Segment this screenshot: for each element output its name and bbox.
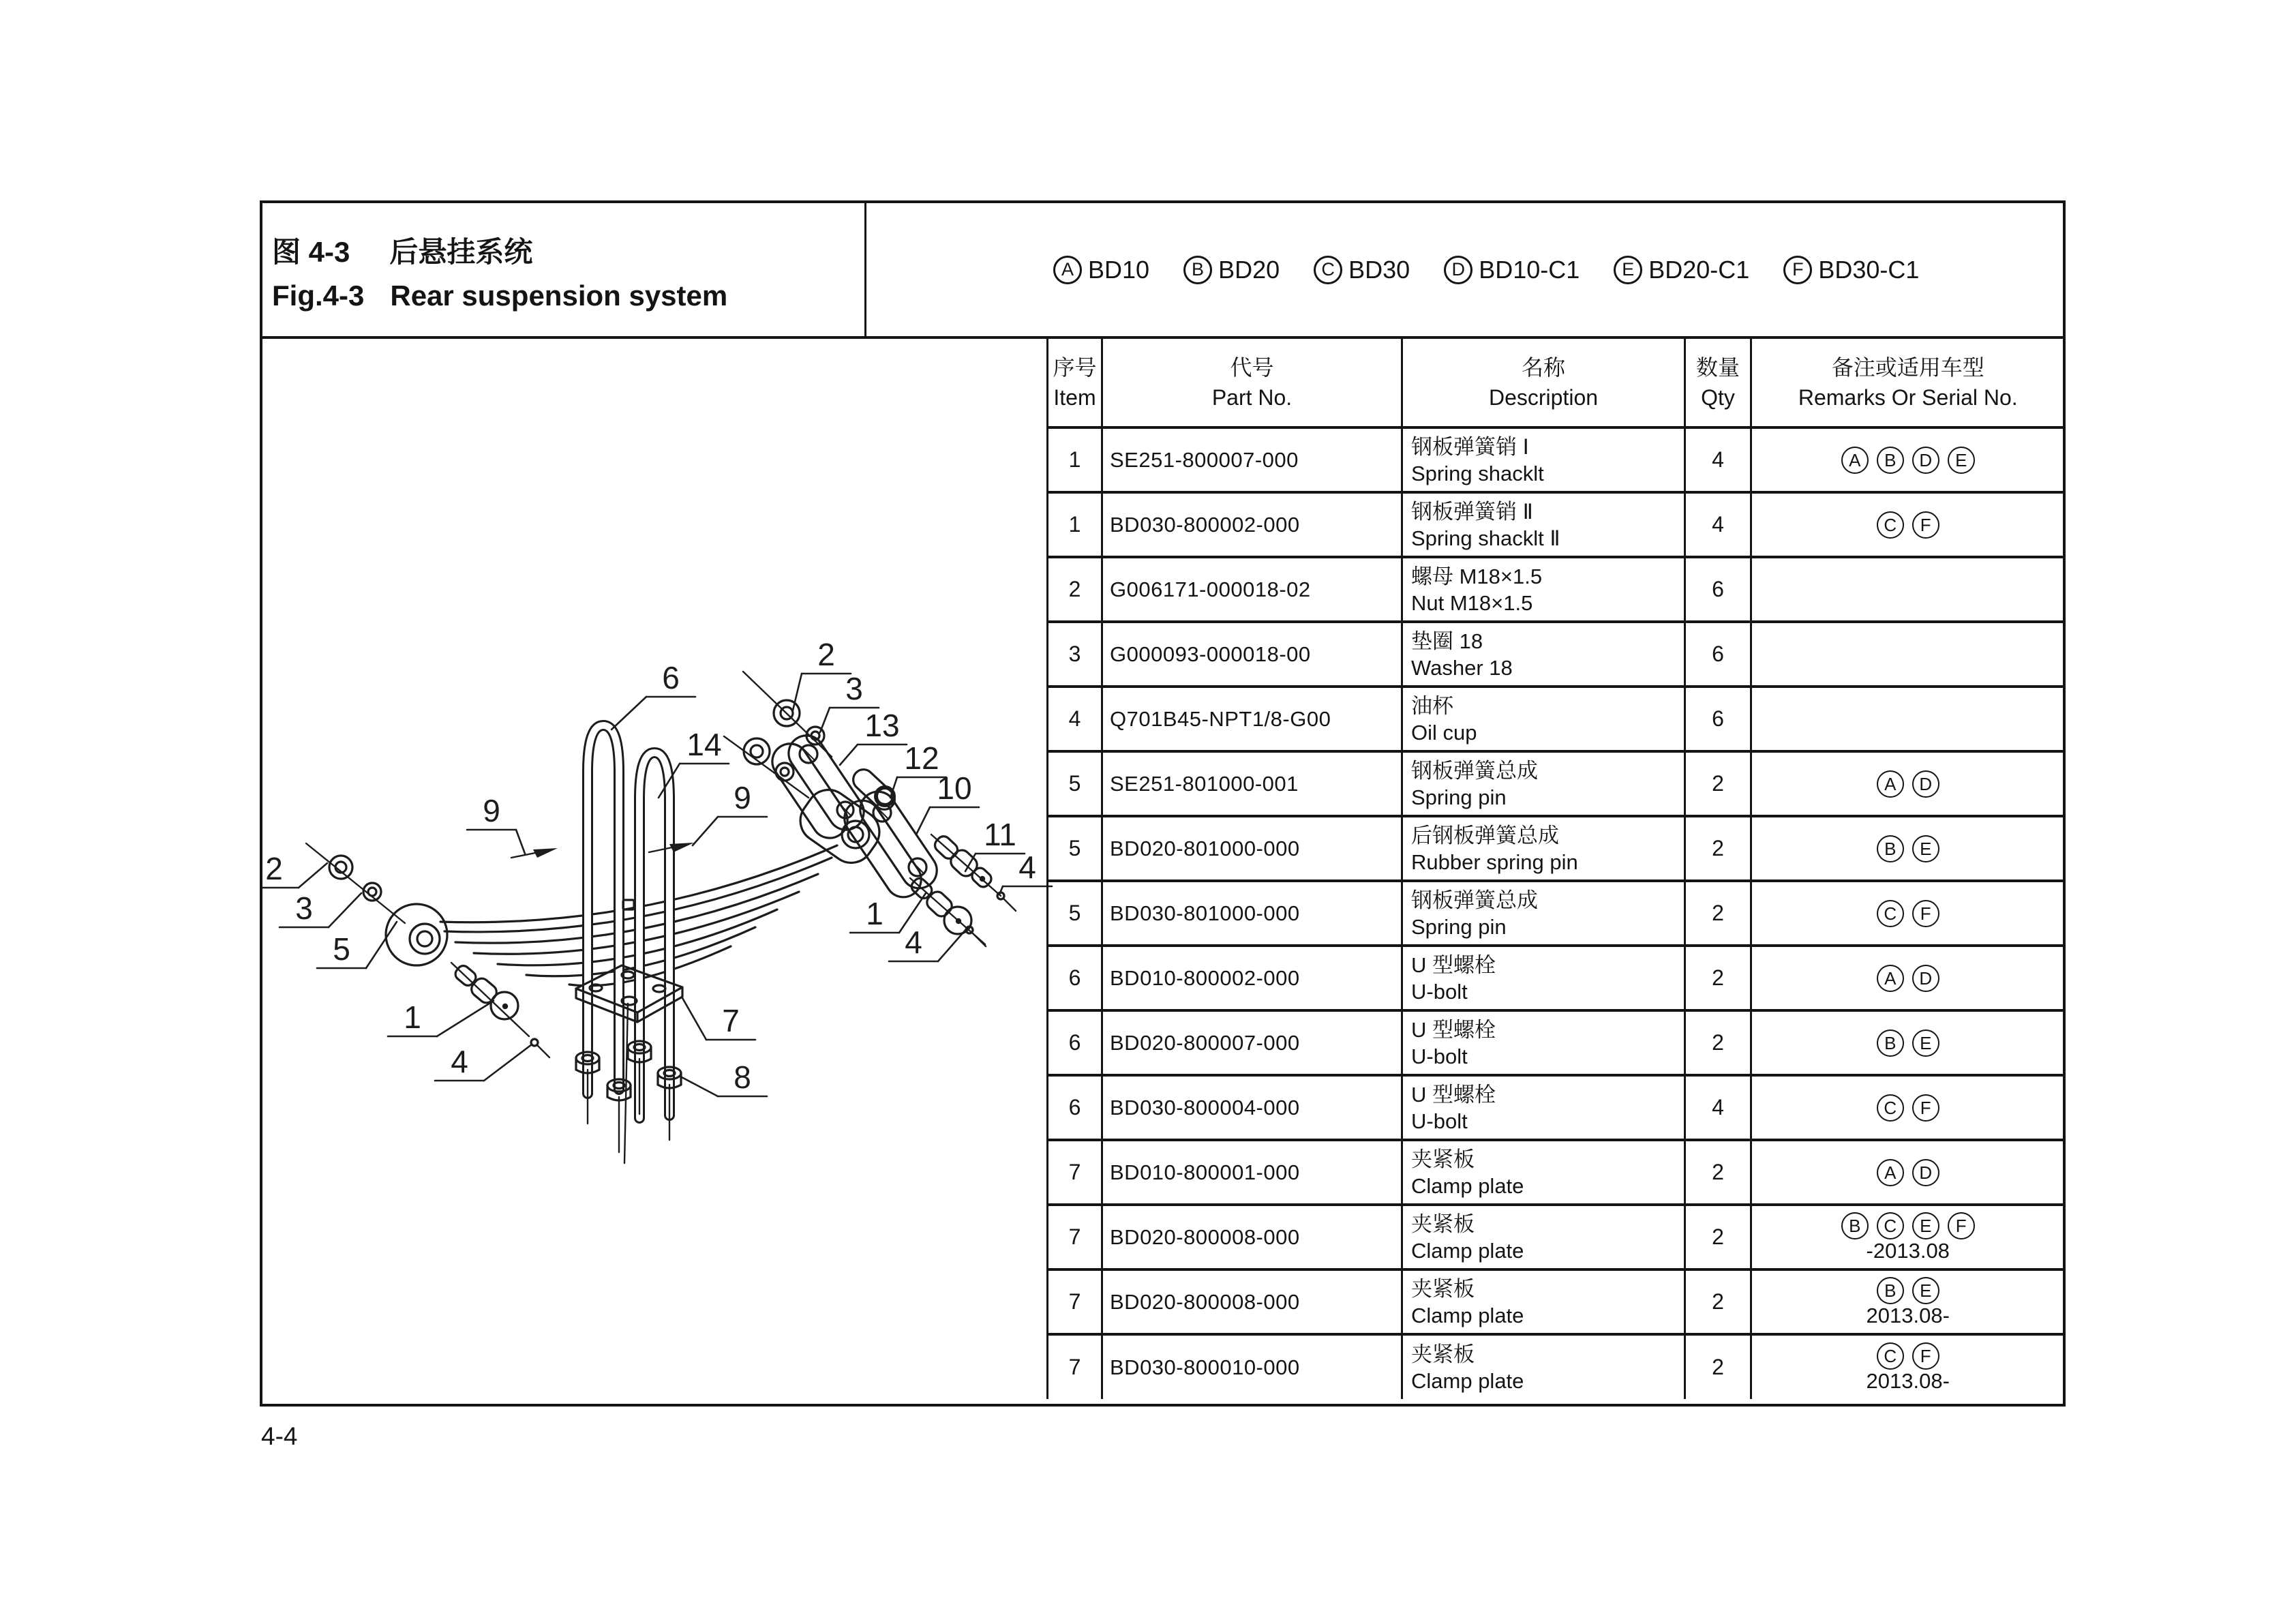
figure-name-cn: 后悬挂系统 <box>389 236 533 268</box>
model-code-badge: F <box>1948 1212 1975 1239</box>
cell-part-no: BD030-801000-000 <box>1102 881 1402 946</box>
table-row <box>1048 751 2064 816</box>
callout-label-2: 2 <box>265 851 283 886</box>
table-row <box>1048 492 2064 557</box>
legend-item <box>1053 256 1149 284</box>
cell-item: 5 <box>1048 751 1102 816</box>
cell-description: 钢板弹簧销 Ⅱ Spring shacklt Ⅱ <box>1402 492 1685 557</box>
model-label: BD10 <box>1088 255 1150 284</box>
model-code-badge: C <box>1877 900 1904 927</box>
cell-item: 6 <box>1048 946 1102 1010</box>
cell-description: 夹紧板 Clamp plate <box>1402 1205 1685 1269</box>
cell-item: 2 <box>1048 557 1102 622</box>
cell-description: 钢板弹簧总成 Spring pin <box>1402 881 1685 946</box>
callout-label-11: 11 <box>984 817 1016 852</box>
cell-qty: 6 <box>1685 622 1751 687</box>
page-frame <box>260 200 2066 1407</box>
callout-label-6: 6 <box>662 660 680 695</box>
model-code-badge: D <box>1912 965 1939 992</box>
table-header-row <box>1048 339 2064 427</box>
cell-part-no: BD020-801000-000 <box>1102 816 1402 881</box>
cell-qty: 4 <box>1685 1075 1751 1140</box>
model-code-badge: C <box>1877 511 1904 539</box>
model-code-badge: C <box>1877 1212 1904 1239</box>
cell-qty: 2 <box>1685 1334 1751 1399</box>
cell-qty: 6 <box>1685 687 1751 751</box>
model-code-badge: F <box>1912 900 1939 927</box>
model-code-badge: F <box>1783 256 1812 284</box>
model-code-badge: A <box>1841 447 1869 474</box>
callout-label-3: 3 <box>845 671 863 706</box>
cell-part-no: SE251-801000-001 <box>1102 751 1402 816</box>
cell-description: 钢板弹簧销 Ⅰ Spring shacklt <box>1402 427 1685 492</box>
lock-nut-left <box>329 856 352 879</box>
table-row <box>1048 946 2064 1010</box>
cell-remarks <box>1751 557 2064 622</box>
callout-label-4: 4 <box>905 924 922 960</box>
cell-description: 螺母 M18×1.5 Nut M18×1.5 <box>1402 557 1685 622</box>
legend-item <box>1444 256 1580 284</box>
model-label: BD20-C1 <box>1648 255 1750 284</box>
cell-qty: 4 <box>1685 492 1751 557</box>
header-part-no: 代号 Part No. <box>1102 339 1402 427</box>
model-code-badge: B <box>1877 835 1904 862</box>
model-code-badge: B <box>1841 1212 1869 1239</box>
callout-label-13: 13 <box>864 708 900 743</box>
callout-label-2: 2 <box>817 637 835 672</box>
callout-label-12: 12 <box>904 740 939 776</box>
cell-remarks <box>1751 751 2064 816</box>
u-bolt-front <box>588 725 619 1094</box>
oil-cup-bolt-left <box>453 963 518 1019</box>
cell-item: 7 <box>1048 1140 1102 1205</box>
cell-description: 夹紧板 Clamp plate <box>1402 1140 1685 1205</box>
model-label: BD30 <box>1348 255 1410 284</box>
cell-description: 钢板弹簧总成 Spring pin <box>1402 751 1685 816</box>
figure-title-en <box>272 278 864 314</box>
model-code-badge: E <box>1912 1277 1939 1304</box>
cell-item: 1 <box>1048 427 1102 492</box>
cell-part-no: SE251-800007-000 <box>1102 427 1402 492</box>
table-row <box>1048 816 2064 881</box>
cell-part-no: BD030-800002-000 <box>1102 492 1402 557</box>
model-label: BD10-C1 <box>1479 255 1580 284</box>
cell-part-no: BD020-800008-000 <box>1102 1205 1402 1269</box>
model-code-badge: D <box>1912 447 1939 474</box>
cell-item: 6 <box>1048 1075 1102 1140</box>
legend-item <box>1183 256 1280 284</box>
oil-cup-screw-bottom-left <box>531 1039 549 1057</box>
table-row <box>1048 1205 2064 1269</box>
model-code-badge: E <box>1614 256 1642 284</box>
model-code-badge: A <box>1053 256 1082 284</box>
header-remarks: 备注或适用车型 Remarks Or Serial No. <box>1751 339 2064 427</box>
model-code-badge: A <box>1877 1159 1904 1186</box>
callout-label-4: 4 <box>1018 849 1036 885</box>
callout-label-14: 14 <box>686 727 722 762</box>
cell-qty: 2 <box>1685 1010 1751 1075</box>
cell-description: U 型螺栓 U-bolt <box>1402 1075 1685 1140</box>
cell-remarks <box>1751 492 2064 557</box>
cell-remarks <box>1751 1010 2064 1075</box>
cell-part-no: G000093-000018-00 <box>1102 622 1402 687</box>
cell-qty: 2 <box>1685 816 1751 881</box>
header-strip <box>262 203 2063 339</box>
cell-part-no: BD030-800004-000 <box>1102 1075 1402 1140</box>
figure-title-block <box>262 203 866 336</box>
cell-qty: 2 <box>1685 1140 1751 1205</box>
cell-part-no: BD010-800001-000 <box>1102 1140 1402 1205</box>
cell-item: 5 <box>1048 816 1102 881</box>
model-code-badge: B <box>1877 1277 1904 1304</box>
cell-remarks: C F 2013.08- <box>1751 1334 2064 1399</box>
center-bolt-arrow-left <box>511 848 558 858</box>
callout-label-5: 5 <box>333 931 350 967</box>
callout-label-1: 1 <box>866 896 883 931</box>
cell-item: 7 <box>1048 1334 1102 1399</box>
table-row <box>1048 1269 2064 1334</box>
model-code-badge: C <box>1877 1342 1904 1370</box>
cell-qty: 2 <box>1685 1269 1751 1334</box>
cell-remarks <box>1751 427 2064 492</box>
cell-qty: 2 <box>1685 881 1751 946</box>
figure-title-cn <box>272 235 864 270</box>
cell-description: 垫圈 18 Washer 18 <box>1402 622 1685 687</box>
model-code-badge: D <box>1444 256 1472 284</box>
cell-item: 4 <box>1048 687 1102 751</box>
model-code-badge: E <box>1912 1212 1939 1239</box>
model-code-badge: B <box>1183 256 1212 284</box>
model-code-badge: D <box>1912 770 1939 798</box>
cell-remarks: B C E F -2013.08 <box>1751 1205 2064 1269</box>
cell-description: U 型螺栓 U-bolt <box>1402 946 1685 1010</box>
model-code-badge: D <box>1912 1159 1939 1186</box>
cell-item: 7 <box>1048 1205 1102 1269</box>
table-row <box>1048 881 2064 946</box>
suspension-exploded-diagram <box>262 339 1053 1404</box>
callout-label-9: 9 <box>483 793 500 828</box>
cell-part-no: BD020-800007-000 <box>1102 1010 1402 1075</box>
flat-washer-mid-right <box>776 763 794 781</box>
figure-number-cn: 图 4-3 <box>272 236 350 268</box>
cell-part-no: G006171-000018-02 <box>1102 557 1402 622</box>
cell-item: 7 <box>1048 1269 1102 1334</box>
cell-item: 1 <box>1048 492 1102 557</box>
cell-item: 3 <box>1048 622 1102 687</box>
table-row <box>1048 1075 2064 1140</box>
page-number: 4-4 <box>261 1422 298 1450</box>
cell-qty: 2 <box>1685 946 1751 1010</box>
model-code-badge: A <box>1877 965 1904 992</box>
header-qty: 数量 Qty <box>1685 339 1751 427</box>
callout-label-4: 4 <box>451 1044 468 1079</box>
figure-name-en: Rear suspension system <box>390 280 728 312</box>
callout-label-7: 7 <box>722 1003 740 1038</box>
model-code-badge: E <box>1912 835 1939 862</box>
diagram-callouts <box>262 637 1052 1096</box>
table-row <box>1048 1140 2064 1205</box>
cell-qty: 2 <box>1685 1205 1751 1269</box>
u-bolt-rear <box>639 753 669 1118</box>
table-row <box>1048 557 2064 622</box>
model-code-badge: B <box>1877 1029 1904 1057</box>
cell-remarks <box>1751 622 2064 687</box>
header-description: 名称 Description <box>1402 339 1685 427</box>
cell-remarks <box>1751 881 2064 946</box>
table-row <box>1048 687 2064 751</box>
model-code-badge: E <box>1912 1029 1939 1057</box>
cell-part-no: BD020-800008-000 <box>1102 1269 1402 1334</box>
legend-item <box>1783 256 1919 284</box>
cell-part-no: BD030-800010-000 <box>1102 1334 1402 1399</box>
callout-label-10: 10 <box>937 770 972 806</box>
model-code-badge: E <box>1948 447 1975 474</box>
callout-label-3: 3 <box>295 890 313 926</box>
callout-label-9: 9 <box>734 780 751 815</box>
model-label: BD30-C1 <box>1818 255 1920 284</box>
cell-description: 油杯 Oil cup <box>1402 687 1685 751</box>
model-code-badge: F <box>1912 511 1939 539</box>
model-code-badge: C <box>1877 1094 1904 1122</box>
table-row <box>1048 1010 2064 1075</box>
figure-number-en: Fig.4-3 <box>272 280 365 312</box>
cell-remarks <box>1751 946 2064 1010</box>
cell-description: 夹紧板 Clamp plate <box>1402 1334 1685 1399</box>
spring-pin-bushing <box>849 765 898 813</box>
legend-item <box>1614 256 1749 284</box>
cell-description: 夹紧板 Clamp plate <box>1402 1269 1685 1334</box>
parts-table <box>1046 339 2064 1399</box>
cell-remarks <box>1751 1140 2064 1205</box>
cell-description: 后钢板弹簧总成 Rubber spring pin <box>1402 816 1685 881</box>
model-legend <box>1053 203 1919 336</box>
cell-qty: 6 <box>1685 557 1751 622</box>
cell-qty: 4 <box>1685 427 1751 492</box>
model-label: BD20 <box>1218 255 1280 284</box>
cell-remarks <box>1751 687 2064 751</box>
cell-remarks <box>1751 816 2064 881</box>
model-code-badge: F <box>1912 1094 1939 1122</box>
cell-item: 5 <box>1048 881 1102 946</box>
cell-description: U 型螺栓 U-bolt <box>1402 1010 1685 1075</box>
cell-remarks: B E 2013.08- <box>1751 1269 2064 1334</box>
table-row <box>1048 1334 2064 1399</box>
table-row <box>1048 427 2064 492</box>
cell-remarks <box>1751 1075 2064 1140</box>
table-row <box>1048 622 2064 687</box>
model-code-badge: A <box>1877 770 1904 798</box>
callout-label-8: 8 <box>734 1059 751 1095</box>
cell-part-no: Q701B45-NPT1/8-G00 <box>1102 687 1402 751</box>
cell-item: 6 <box>1048 1010 1102 1075</box>
cell-qty: 2 <box>1685 751 1751 816</box>
callout-label-1: 1 <box>404 999 421 1035</box>
cell-part-no: BD010-800002-000 <box>1102 946 1402 1010</box>
legend-item <box>1314 256 1410 284</box>
model-code-badge: C <box>1314 256 1342 284</box>
header-item: 序号 Item <box>1048 339 1102 427</box>
spring-eye-bushing-left <box>386 904 447 965</box>
model-code-badge: B <box>1877 447 1904 474</box>
model-code-badge: F <box>1912 1342 1939 1370</box>
